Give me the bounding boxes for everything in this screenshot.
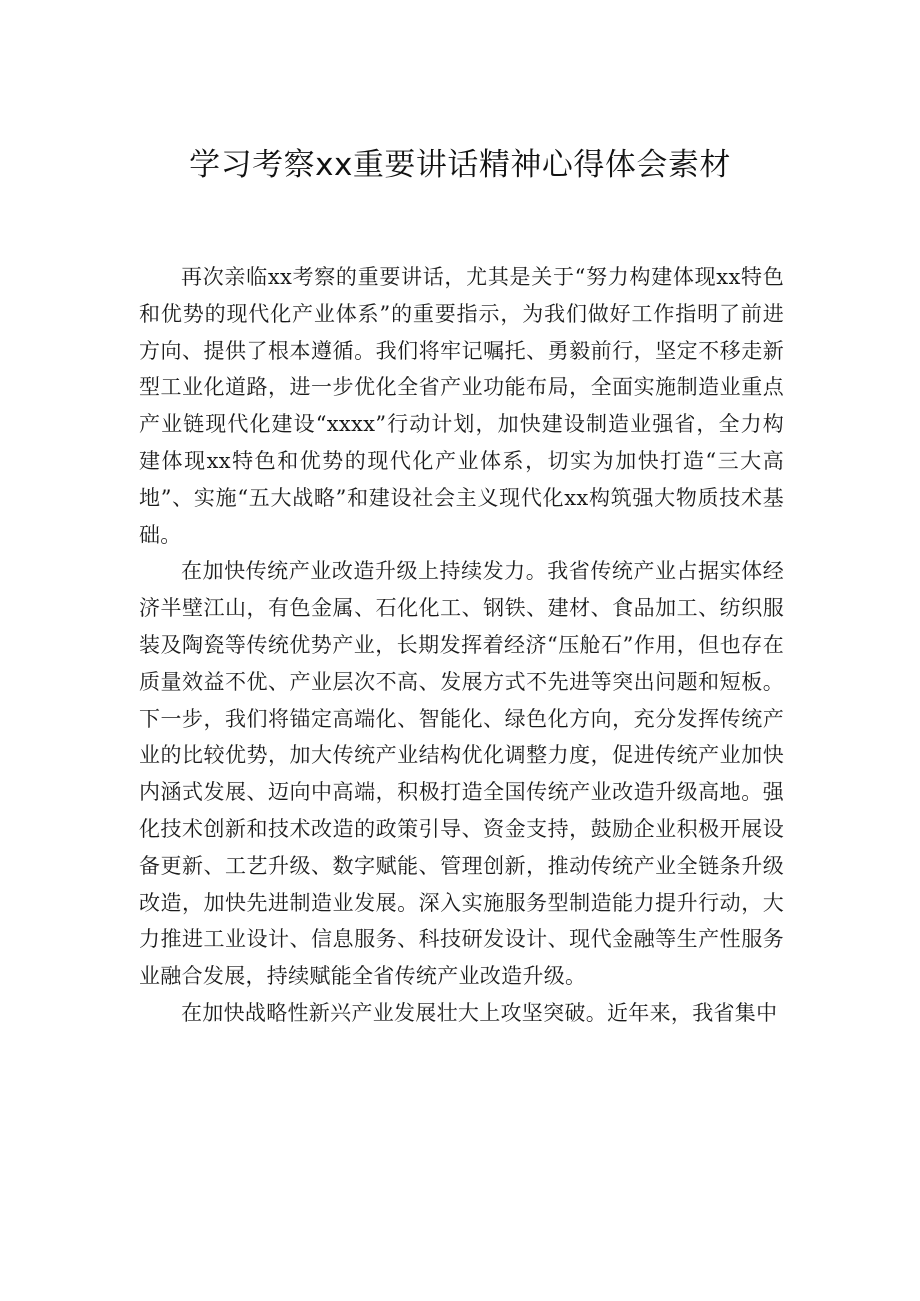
document-title: 学习考察xx重要讲话精神心得体会素材 — [189, 147, 731, 183]
paragraph-intro: 再次亲临xx考察的重要讲话，尤其是关于“努力构建体现xx特色和优势的现代化产业体系”的重要指示，为我们做好工作指明了前进方向、提供了根本遵循。我们将牢记嘱托、勇毅前行，坚定不移走新型工业化道路，进一步优化全省产业功能布局，全面实施制造业重点产业链现代化建设“xxxx”行动计划，加快建设制造业强省，全力构建体现xx特色和优势的现代化产业体系，切实为加快打造“三大高地”、实施“五大战略”和建设社会主义现代化xx构筑强大物质技术基础。 — [139, 265, 784, 547]
document-body — [139, 259, 784, 1032]
paragraph-traditional-industry: 在加快传统产业改造升级上持续发力。我省传统产业占据实体经济半壁江山，有色金属、石化化工、钢铁、建材、食品加工、纺织服装及陶瓷等传统优势产业，长期发挥着经济“压舱石”作用，但也存在质量效益不优、产业层次不高、发展方式不先进等突出问题和短板。下一步，我们将锚定高端化、智能化、绿色化方向，充分发挥传统产业的比较优势，加大传统产业结构优化调整力度，促进传统产业加快内涵式发展、迈向中高端，积极打造全国传统产业改造升级高地。强化技术创新和技术改造的政策引导、资金支持，鼓励企业积极开展设备更新、工艺升级、数字赋能、管理创新，推动传统产业全链条升级改造，加快先进制造业发展。深入实施服务型制造能力提升行动，大力推进工业设计、信息服务、科技研发设计、现代金融等生产性服务业融合发展，持续赋能全省传统产业改造升级。 — [139, 559, 784, 989]
paragraph-emerging-industry: 在加快战略性新兴产业发展壮大上攻坚突破。近年来，我省集中 — [181, 1000, 778, 1025]
